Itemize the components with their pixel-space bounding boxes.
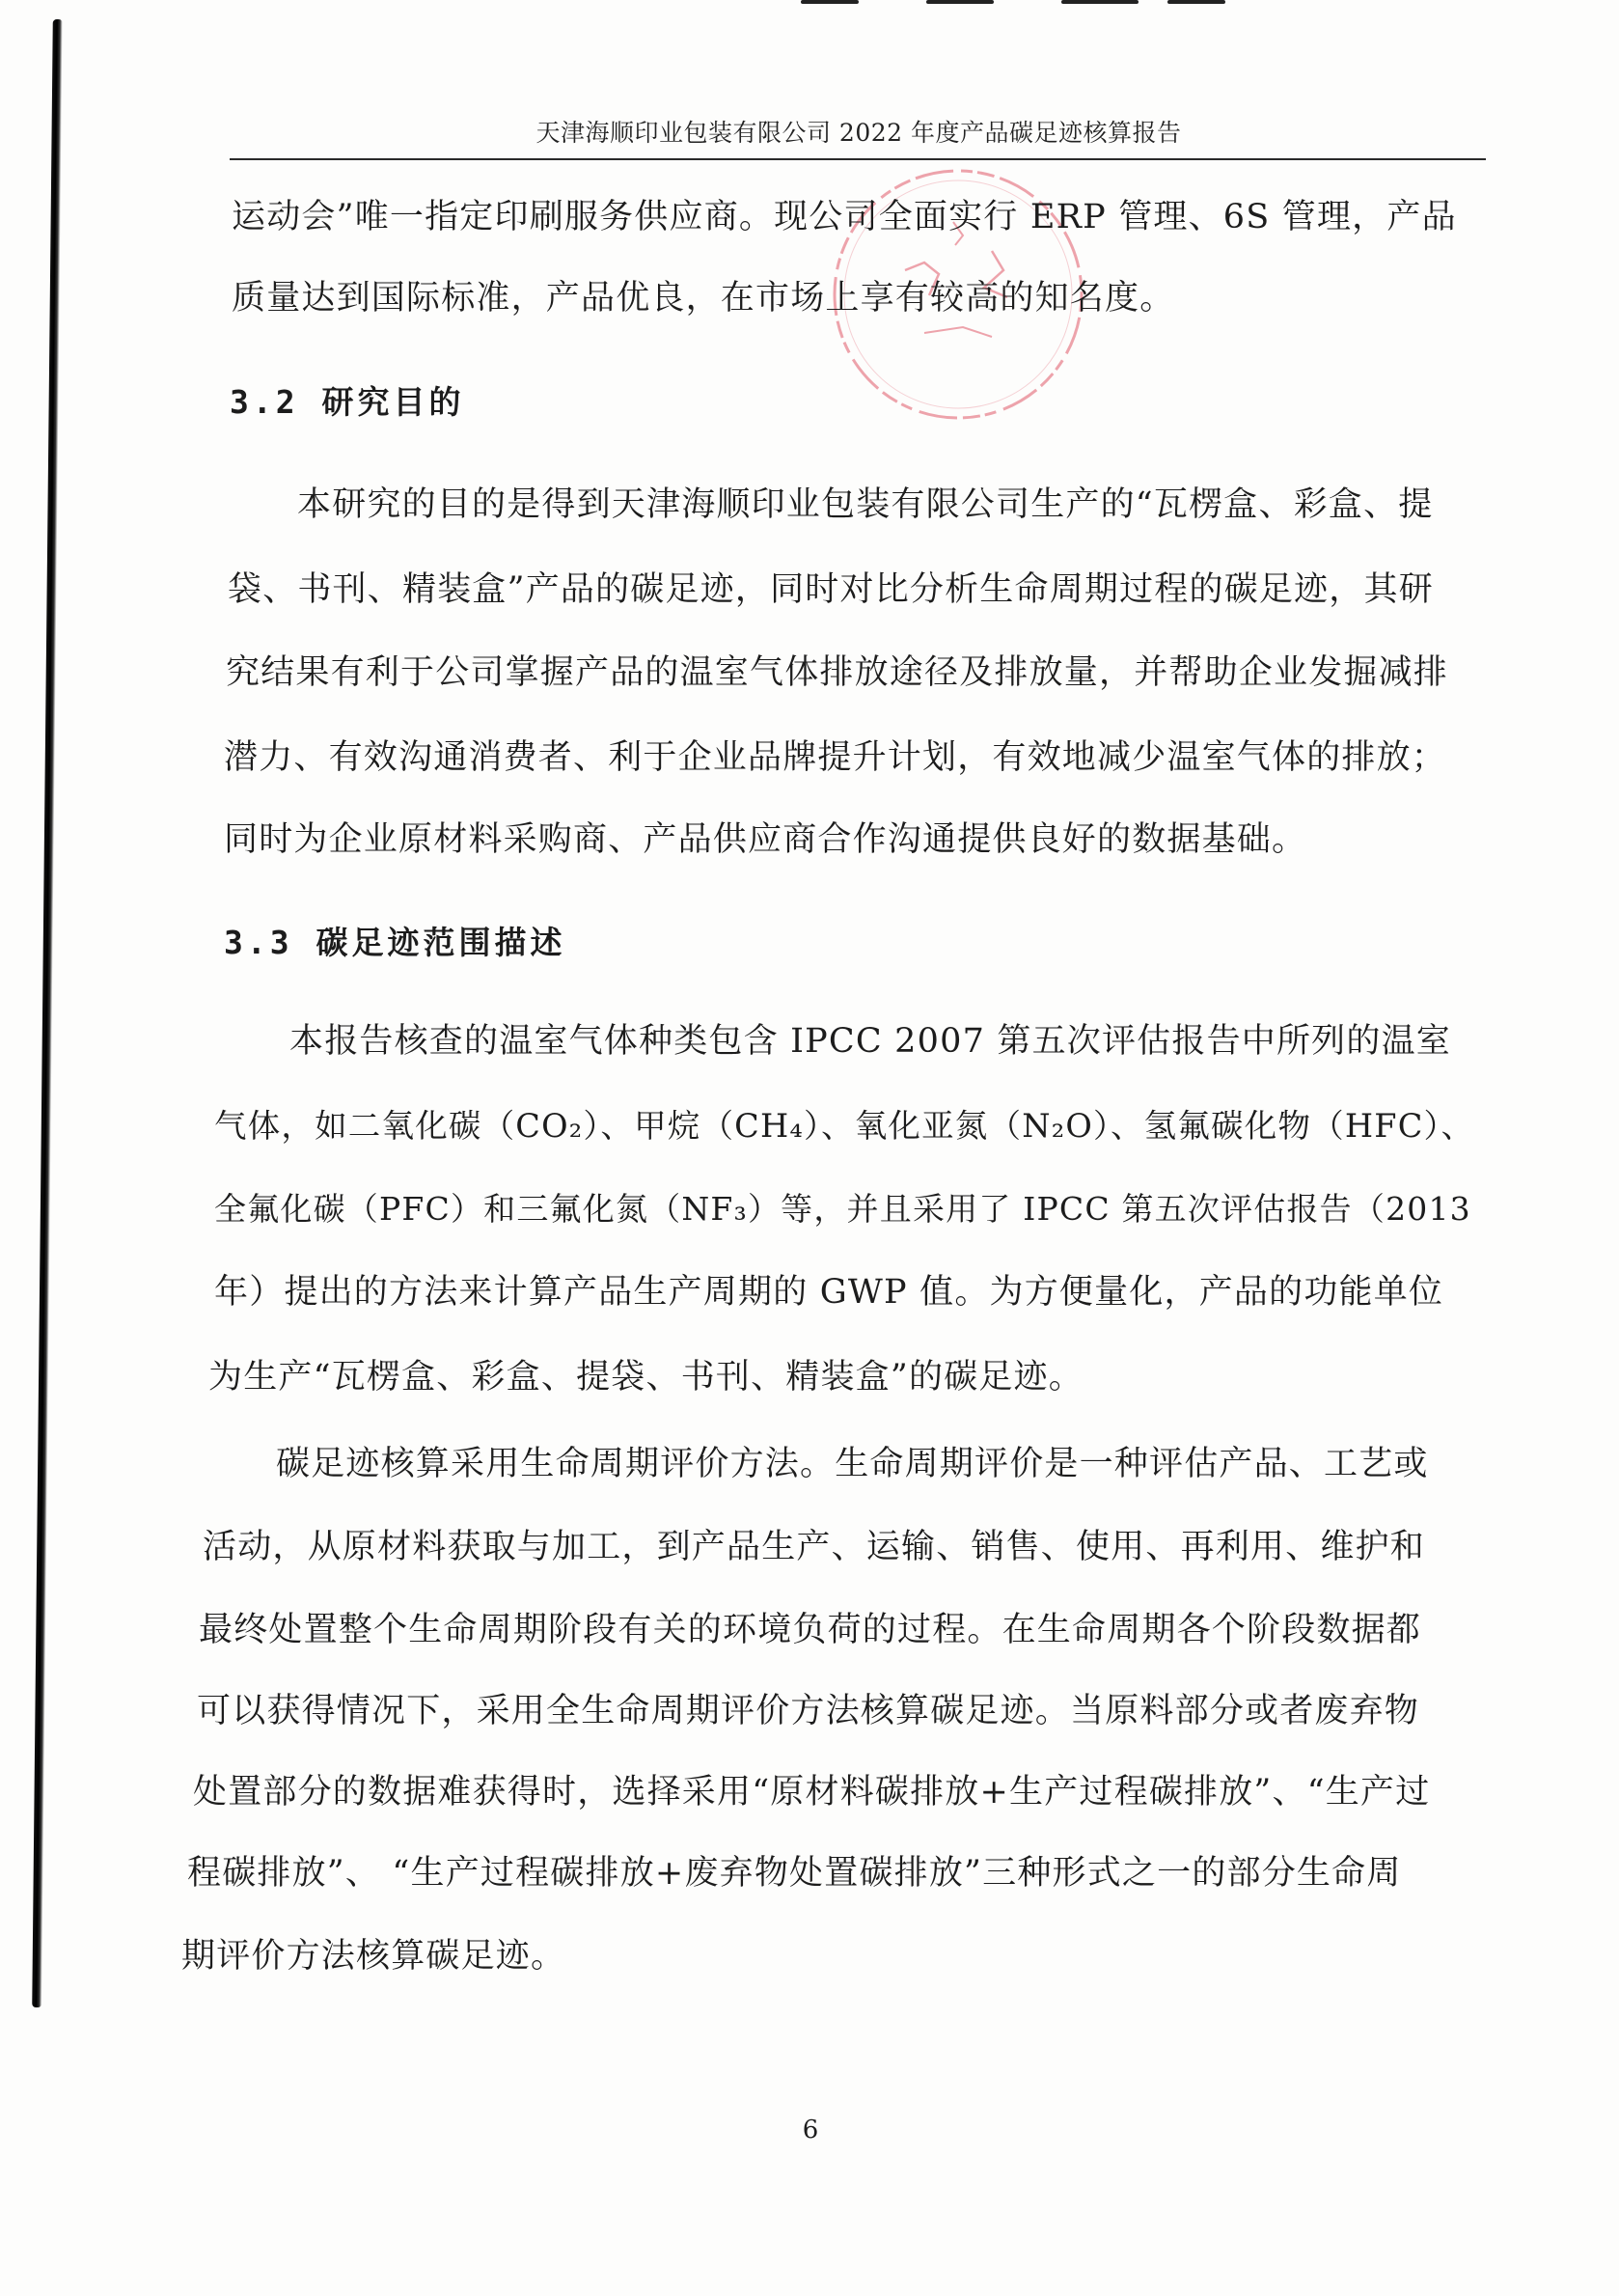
text-line: 本研究的目的是得到天津海顺印业包装有限公司生产的“瓦楞盒、彩盒、提: [297, 485, 1434, 524]
text-line: 年）提出的方法来计算产品生产周期的 GWP 值。为方便量化，产品的功能单位: [214, 1273, 1444, 1312]
text-line: 碳足迹核算采用生命周期评价方法。生命周期评价是一种评估产品、工艺或: [276, 1445, 1429, 1483]
text-line: 同时为企业原材料采购商、产品供应商合作沟通提供良好的数据基础。: [224, 820, 1307, 859]
text-line: 质量达到国际标准，产品优良，在市场上享有较高的知名度。: [232, 279, 1175, 318]
text-line: 潜力、有效沟通消费者、利于企业品牌提升计划，有效地减少温室气体的排放；: [224, 738, 1447, 777]
text-line: 气体，如二氧化碳（CO₂）、甲烷（CH₄）、氧化亚氮（N₂O）、氢氟碳化物（HFC）、: [214, 1107, 1475, 1145]
text-line: 袋、书刊、精装盒”产品的碳足迹，同时对比分析生命周期过程的碳足迹，其研: [228, 570, 1434, 609]
text-line: 可以获得情况下，采用全生命周期评价方法核算碳足迹。当原料部分或者废弃物: [197, 1692, 1420, 1730]
section-heading-3-2: 3.2 研究目的: [230, 383, 465, 421]
text-line: 本报告核查的温室气体种类包含 IPCC 2007 第五次评估报告中所列的温室: [289, 1022, 1451, 1061]
text-line: 全氟化碳（PFC）和三氟化氮（NF₃）等，并且采用了 IPCC 第五次评估报告（2013: [214, 1190, 1471, 1228]
text-line: 为生产“瓦楞盒、彩盒、提袋、书刊、精装盒”的碳足迹。: [208, 1358, 1084, 1397]
page-number: 6: [802, 2116, 819, 2144]
text-line: 运动会”唯一指定印刷服务供应商。现公司全面实行 ERP 管理、6S 管理，产品: [232, 198, 1457, 236]
section-heading-3-3: 3.3 碳足迹范围描述: [224, 924, 566, 961]
running-header: 天津海顺印业包装有限公司 2022 年度产品碳足迹核算报告: [535, 119, 1182, 147]
text-line: 处置部分的数据难获得时，选择采用“原材料碳排放+生产过程碳排放”、“生产过: [193, 1773, 1431, 1812]
text-line: 究结果有利于公司掌握产品的温室气体排放途径及排放量，并帮助企业发掘减排: [226, 653, 1449, 692]
text-line: 最终处置整个生命周期阶段有关的环境负荷的过程。在生命周期各个阶段数据都: [199, 1611, 1422, 1649]
text-line: 活动，从原材料获取与加工，到产品生产、运输、销售、使用、再利用、维护和: [203, 1528, 1426, 1566]
text-line: 期评价方法核算碳足迹。: [181, 1937, 566, 1976]
text-line: 程碳排放”、 “生产过程碳排放+废弃物处置碳排放”三种形式之一的部分生命周: [187, 1854, 1402, 1893]
